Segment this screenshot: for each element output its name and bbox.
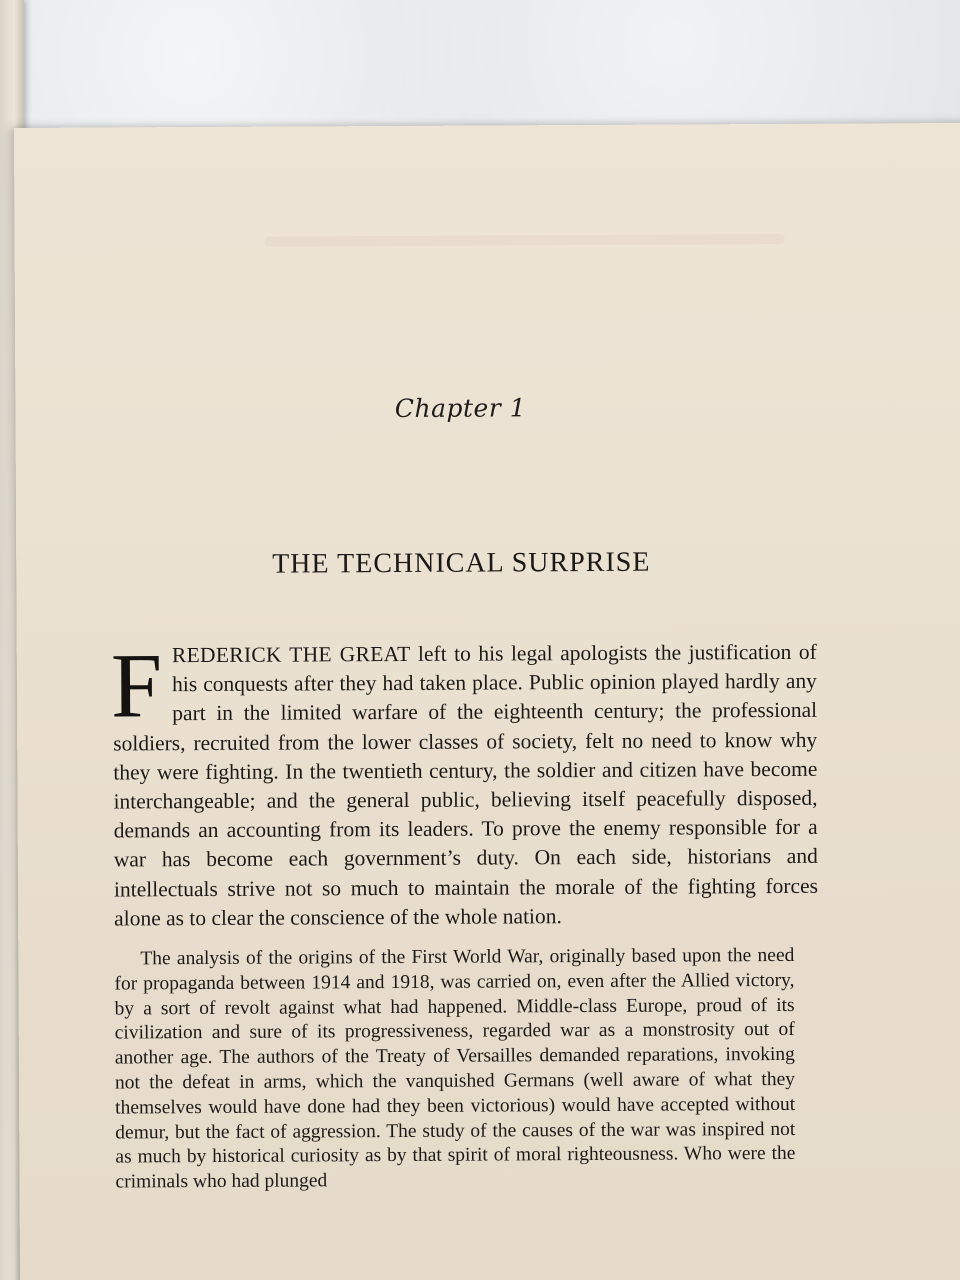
drop-cap: F (110, 634, 163, 737)
opening-smallcaps: REDERICK THE GREAT (171, 641, 411, 668)
show-through-text (265, 234, 785, 247)
chapter-label (15, 391, 960, 425)
chapter-title (16, 545, 960, 582)
paragraph-1-text: left to his legal apologists the justification of his conquests after they had taken place. Public opinion played hardly any part in the limited warfare of the eighteenth century; the professional soldiers, recruited from the lower classes of society, felt no need to know why they were fighting. In the twentieth century, the soldier and citizen have become interchangeable; and the general public, believing itself peacefully disposed, demands an accounting from its leaders. To prove the enemy responsible for a war has become each government’s duty. On each side, historians and intellectuals strive not so much to maintain the morale of the fighting forces alone as to clear the conscience of the whole nation. (113, 639, 819, 931)
chapter-title-text: THE TECHNICAL SURPRISE (272, 546, 651, 580)
background-wall (0, 0, 960, 140)
book-page (14, 123, 960, 1280)
chapter-label-text: Chapter 1 (394, 393, 527, 424)
paragraph-2: The analysis of the origins of the First World War, originally based upon the need for propaganda between 1914 and 1918, was carried on, even after the Allied victory, by a sort of revolt against what had happened. Middle-class Europe, proud of its civilization and sure of its progressiveness, regarded war as a monstrosity out of another age. The authors of the Treaty of Versailles demanded reparations, invoking not the defeat in arms, which the vanquished Germans (well aware of what they themselves would have done had they been victorious) would have accepted without demur, but the fact of aggression. The study of the causes of the war was inspired not as much by historical curiosity as by that spirit of moral righteousness. Who were the criminals who had plunged (114, 944, 796, 1193)
paragraph-1 (110, 634, 819, 934)
chapter-body (110, 634, 820, 1196)
page-shadow (20, 1223, 960, 1280)
